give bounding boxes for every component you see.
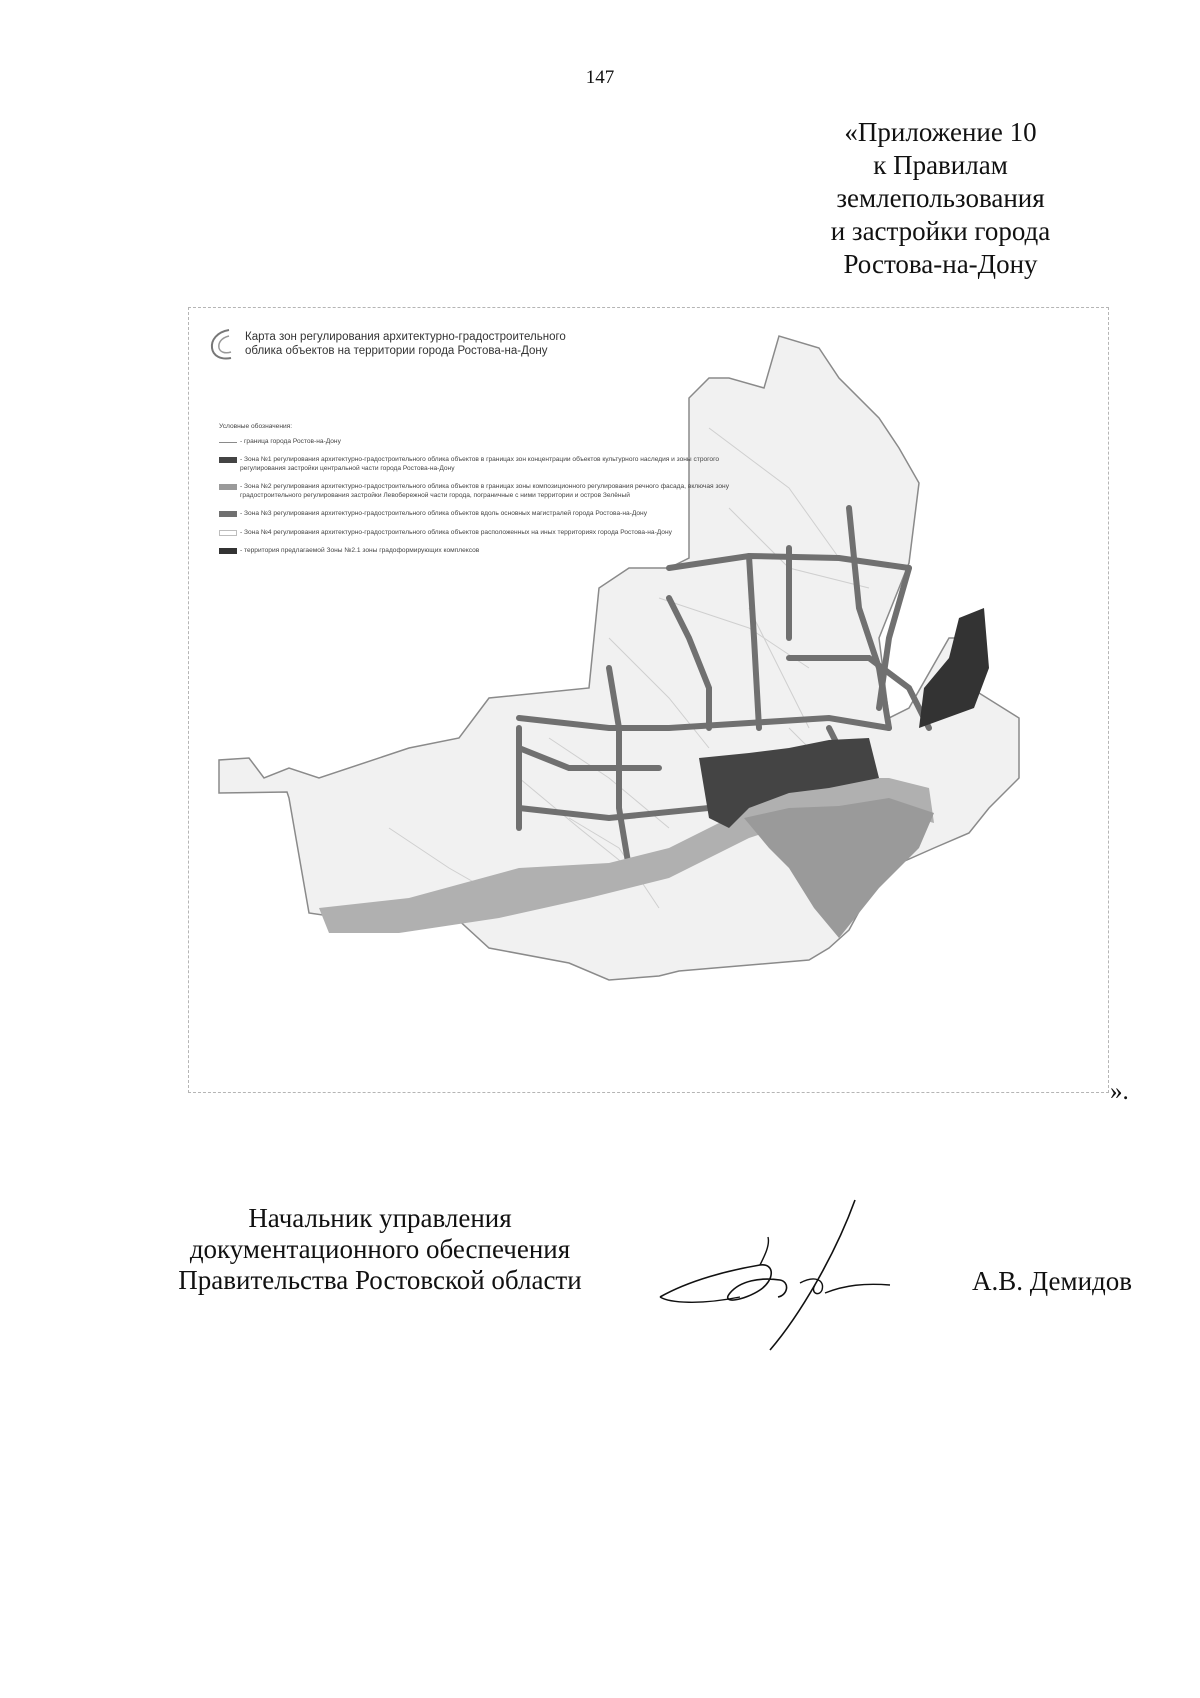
- legend-text: - Зона №4 регулирования архитектурно-градостроительного облика объектов расположенных на иных территориях города Ростова-на-Дону: [240, 528, 672, 536]
- signer-name: А.В. Демидов: [972, 1266, 1133, 1296]
- handwritten-signature: [650, 1185, 940, 1355]
- legend-swatch-zone3: [219, 511, 237, 517]
- appendix-line: и застройки города: [830, 216, 1051, 246]
- legend-swatch-boundary: [219, 442, 237, 443]
- legend-swatch-zone2: [219, 484, 237, 490]
- legend-item-zone4: [219, 529, 739, 538]
- legend-text: - Зона №3 регулирования архитектурно-градостроительного облика объектов вдоль основных магистралей города Ростова-на-Дону: [240, 510, 647, 517]
- map-title-line: облика объектов на территории города Ростова-на-Дону: [245, 345, 548, 357]
- appendix-line: Ростова-на-Дону: [843, 249, 1038, 279]
- legend-swatch-zone1: [219, 457, 237, 463]
- legend-text: - граница города Ростов-на-Дону: [240, 437, 341, 445]
- legend-swatch-zone4: [219, 530, 237, 536]
- legend-item-zone3: [219, 510, 739, 519]
- map-legend: [219, 423, 739, 566]
- legend-item-zone2: [219, 483, 739, 500]
- map-title: [245, 330, 625, 358]
- legend-swatch-zone2-1: [219, 548, 237, 554]
- position-line: Правительства Ростовской области: [178, 1265, 582, 1295]
- appendix-line: землепользования: [836, 183, 1045, 213]
- appendix-line: «Приложение 10: [844, 117, 1037, 147]
- map-title-line: Карта зон регулирования архитектурно-градостроительного: [245, 331, 566, 343]
- legend-item-zone1: [219, 456, 739, 473]
- appendix-heading: [818, 116, 1063, 281]
- legend-text: - Зона №2 регулирования архитектурно-градостроительного облика объектов в границах зоны композиционного регулирования речного фасада, включая зону градостроительного регулирования застройки Левобережной части города, пограничные с ними территории и остров Зелёный: [240, 483, 729, 499]
- signatory-position: [160, 1203, 600, 1296]
- legend-text: - территория предлагаемой Зоны №2.1 зоны градоформирующих комплексов: [240, 547, 480, 554]
- legend-heading: Условные обозначения:: [219, 423, 293, 430]
- legend-item-zone2-1: [219, 547, 739, 556]
- legend-item-boundary: [219, 438, 739, 447]
- page-number: 147: [585, 67, 615, 88]
- position-line: Начальник управления: [248, 1203, 512, 1233]
- zone-map: [188, 307, 1109, 1093]
- map-logo-icon: [207, 326, 237, 362]
- legend-text: - Зона №1 регулирования архитектурно-градостроительного облика объектов в границах зон концентрации объектов культурного наследия и зоны строгого регулирования застройки центральной части города Ростова-на-Дону: [240, 456, 720, 472]
- closing-quote: ».: [1110, 1078, 1129, 1105]
- position-line: документационного обеспечения: [189, 1234, 571, 1264]
- appendix-line: к Правилам: [873, 150, 1008, 180]
